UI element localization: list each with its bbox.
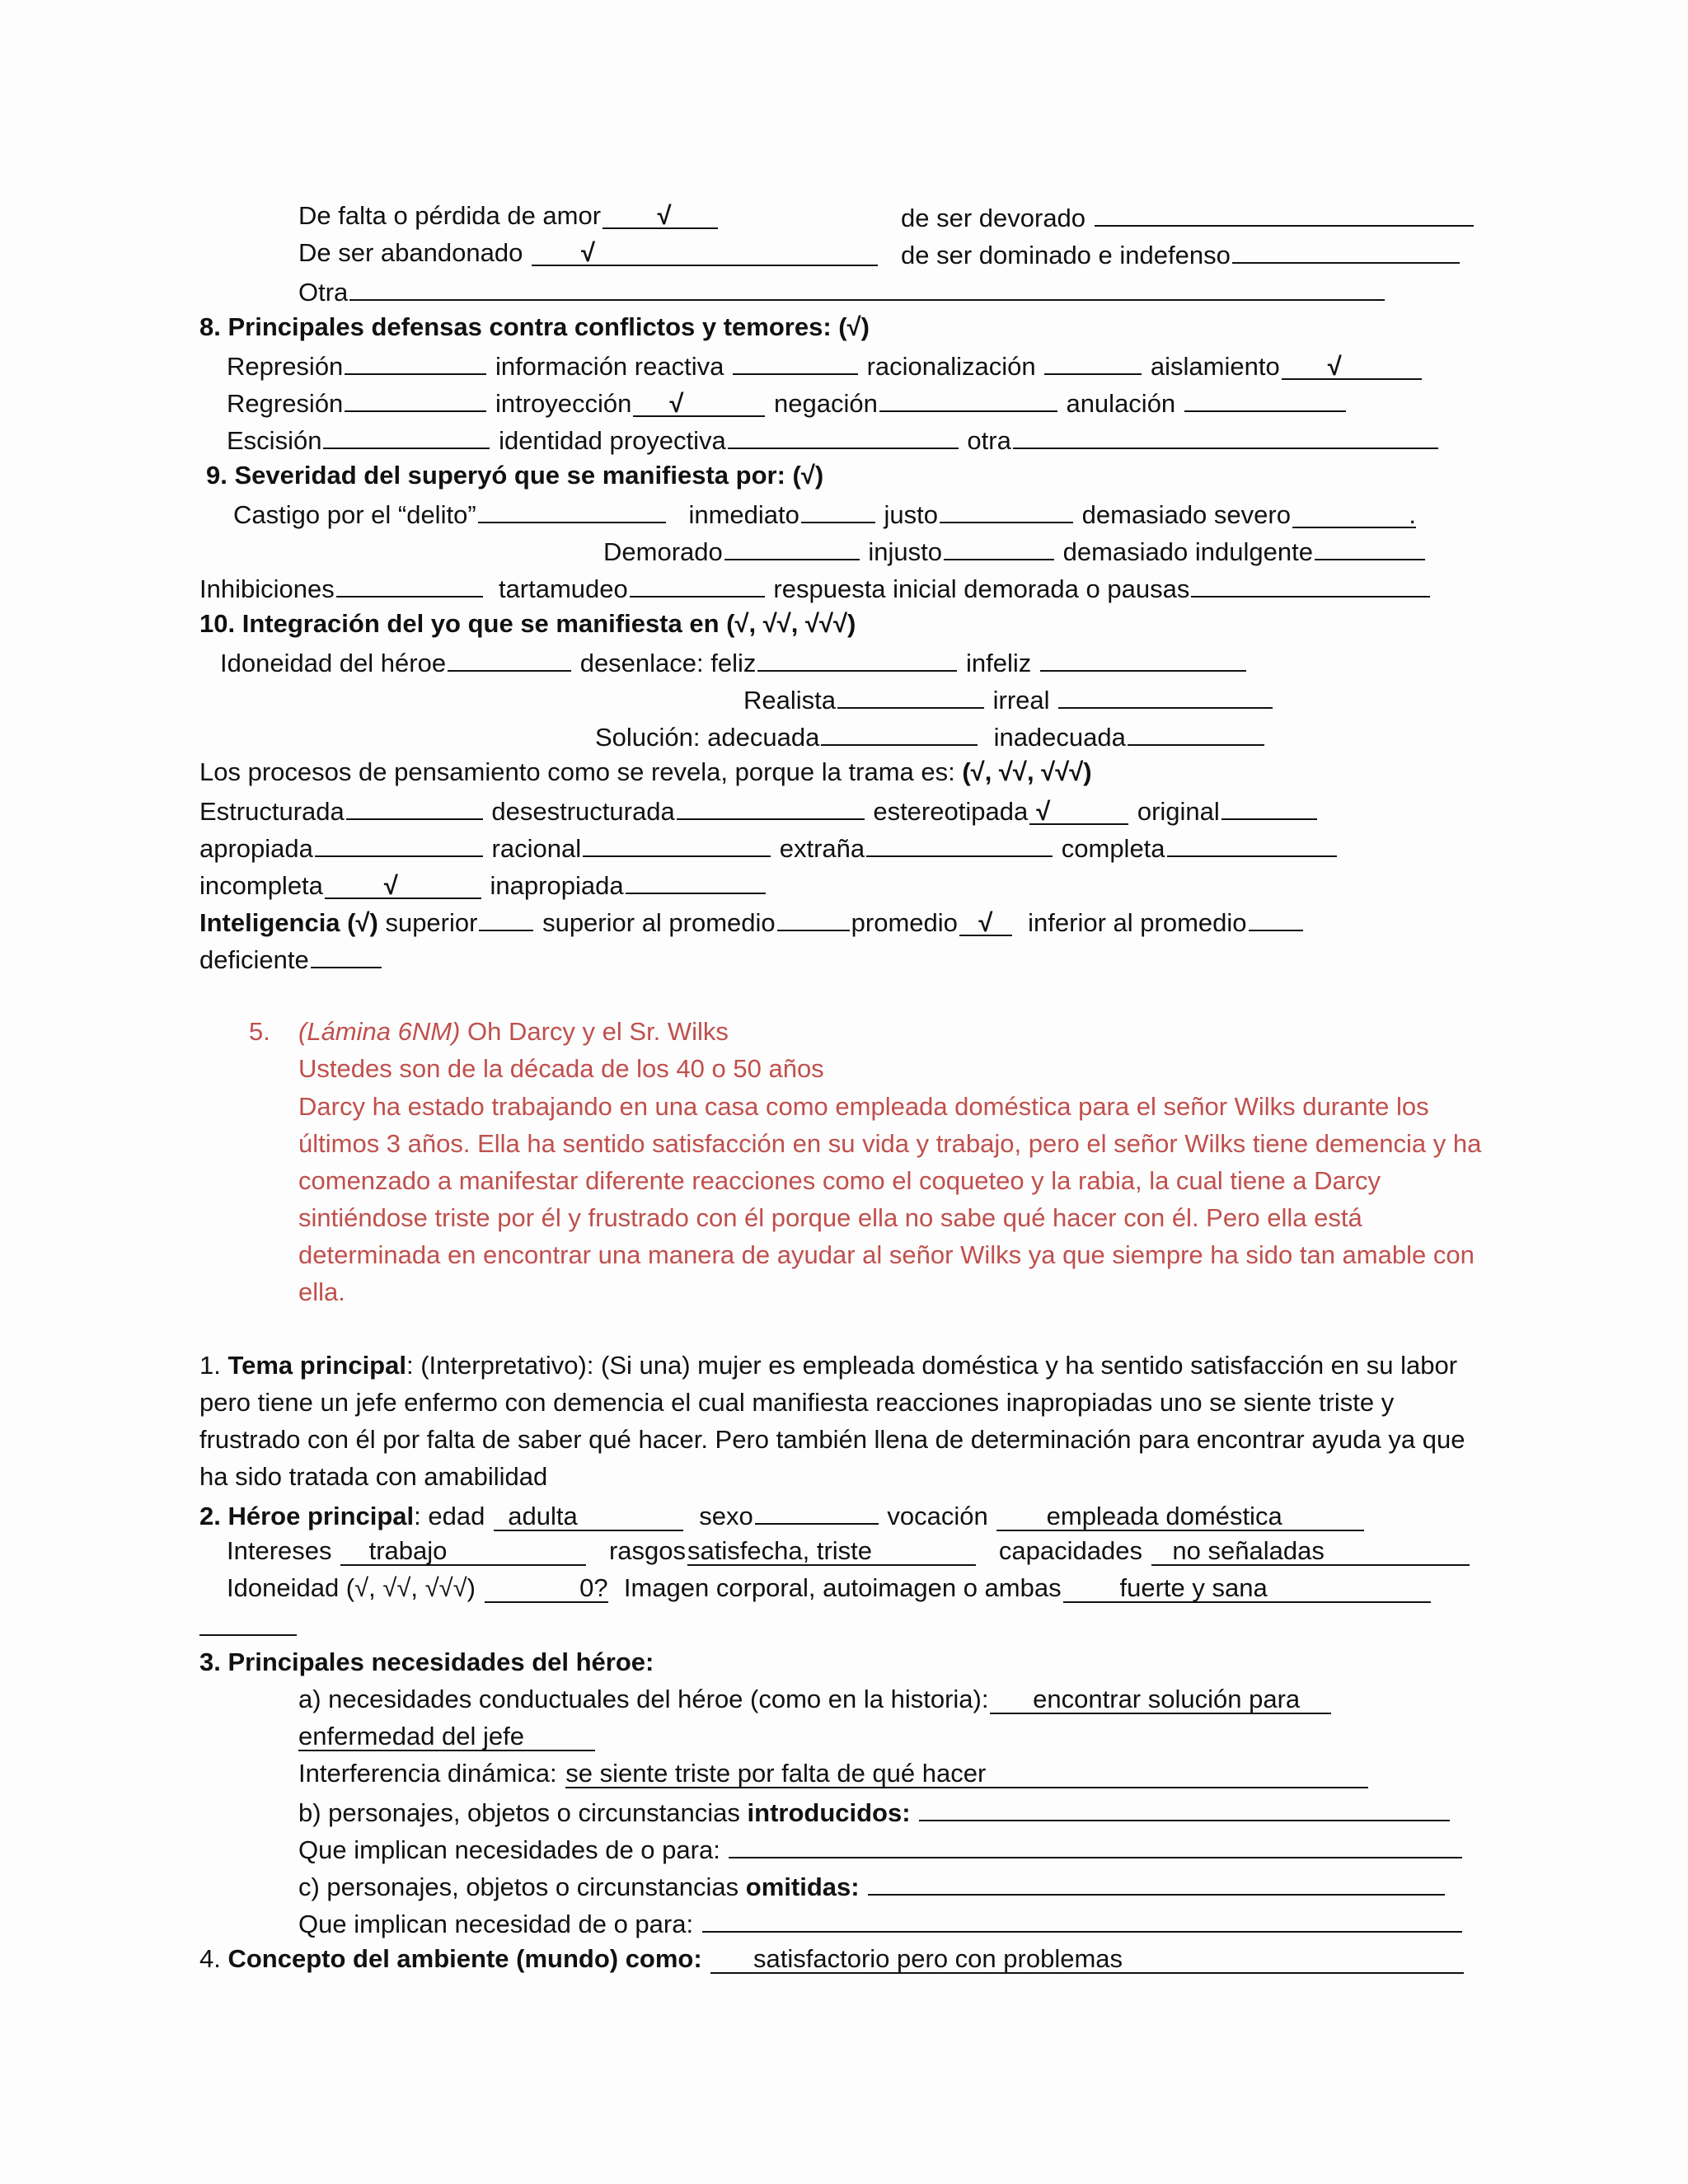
- q3-a-row-2: [298, 1720, 595, 1753]
- blank-line[interactable]: [801, 496, 875, 523]
- interference-field[interactable]: [565, 1760, 1368, 1788]
- q2-row-1: 2. Héroe principal: edad adulta sexo vocación empleada doméstica: [199, 1497, 1366, 1530]
- fear-label: Otra: [298, 278, 349, 307]
- blank-line[interactable]: [346, 793, 483, 820]
- option-label: respuesta inicial demorada o pausas: [773, 574, 1190, 603]
- blank-line[interactable]: [837, 682, 984, 709]
- option-label: demasiado severo: [1081, 500, 1291, 529]
- blank-line[interactable]: [345, 385, 486, 412]
- q1-label: Tema principal: [227, 1351, 406, 1380]
- field-label: c) personajes, objetos o circunstancias: [298, 1872, 746, 1901]
- blank-line[interactable]: [1058, 682, 1273, 709]
- option-label: irreal: [992, 686, 1050, 715]
- blank-line[interactable]: [757, 644, 957, 672]
- field-value: satisfecha, triste: [687, 1536, 873, 1565]
- scale-marks: (√, √√, √√√): [962, 757, 1092, 786]
- q4-label: Concepto del ambiente (mundo) como:: [227, 1944, 702, 1973]
- defenses-row-3: [227, 422, 1440, 455]
- blank-line[interactable]: [1249, 904, 1303, 931]
- option-label: incompleta: [199, 871, 323, 900]
- card-story: Darcy ha estado trabajando en una casa como empleada doméstica para el señor Wilks durante los últimos 3 años. Ella ha sentido satisfacción en su vida y trabajo, pero el señor Wilks tiene demencia y ha comenzado a manifestar diferente reacciones como el coqueteo y la rabia, la cual tiene a Darcy sintiéndose triste por él y frustrado con él porque ella no sabe qué hacer con él. Pero ella está determinada en encontrar una manera de ayudar al señor Wilks ya que siempre ha sido tan amable con ella.: [298, 1092, 1482, 1306]
- card-number: 5.: [249, 1017, 270, 1046]
- field-label: rasgos: [608, 1536, 687, 1565]
- q2-row-3: [227, 1572, 1432, 1605]
- field-label: : edad: [414, 1502, 485, 1530]
- blank-line[interactable]: [1095, 199, 1474, 227]
- section-10-title: 10. Integración del yo que se manifiesta en (√, √√, √√√): [199, 609, 856, 638]
- plot-row-2: [199, 830, 1339, 863]
- q3-b-row: [298, 1794, 1451, 1827]
- option-label: aislamiento: [1150, 352, 1280, 381]
- field-label: b) personajes, objetos o circunstancias: [298, 1798, 748, 1827]
- superego-row-3: [199, 570, 1432, 603]
- introduced-field[interactable]: [919, 1794, 1450, 1821]
- blank-line[interactable]: [479, 904, 533, 931]
- q4-row: [199, 1943, 1465, 1975]
- option-label: tartamudeo: [498, 574, 628, 603]
- body-image-field[interactable]: [1063, 1574, 1431, 1603]
- q3-interference-row: [298, 1757, 1370, 1790]
- field-value: fuerte y sana: [1119, 1573, 1268, 1602]
- card-title-text: Oh Darcy y el Sr. Wilks: [460, 1017, 729, 1046]
- option-label: identidad proyectiva: [499, 426, 726, 455]
- card-title: [298, 1015, 729, 1048]
- option-label: racional: [491, 834, 582, 863]
- field-label: Que implican necesidades de o para:: [298, 1835, 720, 1864]
- blank-line[interactable]: [1315, 533, 1425, 560]
- q2-label: Héroe principal: [227, 1502, 415, 1530]
- behavioral-needs-field-cont[interactable]: [298, 1722, 595, 1751]
- q3-a-row: [298, 1683, 1333, 1716]
- field-value: encontrar solución para: [1033, 1685, 1301, 1713]
- option-label: introyección: [495, 389, 632, 418]
- blank-line[interactable]: [1184, 385, 1346, 412]
- blank-line[interactable]: [1013, 422, 1438, 449]
- vocation-field[interactable]: [996, 1502, 1364, 1531]
- blank-line[interactable]: [345, 348, 486, 375]
- blank-line[interactable]: [630, 570, 765, 598]
- field-value: trabajo: [368, 1536, 448, 1565]
- thought-process-line: [199, 756, 1092, 789]
- sex-field[interactable]: [755, 1497, 879, 1525]
- question-text: Los procesos de pensamiento como se revela, porque la trama es:: [199, 757, 955, 786]
- card-plate: (Lámina 6NM): [298, 1017, 461, 1046]
- field-label: capacidades: [998, 1536, 1142, 1565]
- blank-line[interactable]: [1167, 830, 1337, 857]
- ego-row-2: [743, 682, 1274, 715]
- q3-c-row: [298, 1868, 1447, 1901]
- blank-line[interactable]: [349, 274, 1385, 301]
- field-label: Intereses: [227, 1536, 332, 1565]
- option-label: desenlace: feliz: [579, 649, 757, 677]
- option-label: completa: [1061, 834, 1165, 863]
- fear-row-1b: [901, 199, 1475, 232]
- blank-line[interactable]: [1191, 570, 1430, 598]
- option-label: deficiente: [199, 945, 309, 974]
- blank-line[interactable]: [733, 348, 858, 375]
- fear-row-3: [298, 274, 1386, 307]
- q3-b-que-row: [298, 1831, 1464, 1864]
- ego-row-3: [595, 719, 1266, 752]
- blank-line[interactable]: [315, 830, 483, 857]
- check-mark: √: [1327, 352, 1342, 381]
- blank-line[interactable]: [728, 422, 959, 449]
- q3-c-que-row: [298, 1905, 1464, 1938]
- option-label: Inhibiciones: [199, 574, 335, 603]
- blank-line[interactable]: [199, 1609, 297, 1636]
- blank-line[interactable]: [777, 904, 850, 931]
- age-field[interactable]: [494, 1502, 683, 1531]
- option-label: Realista: [743, 686, 836, 715]
- ego-row-1: [220, 644, 1248, 677]
- option-label: superior: [385, 908, 478, 937]
- option-label: otra: [967, 426, 1011, 455]
- field-label: Imagen corporal, autoimagen o ambas: [623, 1573, 1062, 1602]
- plot-row-3: [199, 867, 767, 900]
- blank-line[interactable]: [1044, 348, 1142, 375]
- check-mark: √: [383, 871, 398, 900]
- behavioral-needs-field[interactable]: [990, 1685, 1331, 1714]
- omitted-needs-field[interactable]: [702, 1905, 1462, 1933]
- environment-field[interactable]: [710, 1945, 1464, 1974]
- blank-line[interactable]: [821, 719, 978, 746]
- checkbox-blank[interactable]: [325, 872, 481, 899]
- blank-line[interactable]: [879, 385, 1057, 412]
- option-label: justo: [884, 500, 939, 529]
- check-mark: √: [669, 389, 684, 418]
- option-label: Regresión: [227, 389, 344, 418]
- field-label-bold: introducidos:: [747, 1798, 911, 1827]
- option-label: desestructurada: [491, 797, 675, 826]
- field-label: sexo: [699, 1502, 753, 1530]
- option-label: demasiado indulgente: [1062, 537, 1313, 566]
- superego-row-2: [603, 533, 1427, 566]
- field-value: satisfactorio pero con problemas: [753, 1944, 1123, 1973]
- option-label: extraña: [779, 834, 865, 863]
- intelligence-label: Inteligencia (√): [199, 908, 378, 937]
- check-mark: √: [1036, 797, 1051, 826]
- fear-label: de ser dominado e indefenso: [901, 241, 1231, 269]
- check-mark: √: [580, 238, 595, 267]
- option-label: anulación: [1066, 389, 1176, 418]
- option-label: inadecuada: [993, 723, 1126, 752]
- fear-label: De ser abandonado: [298, 238, 523, 267]
- field-label: vocación: [887, 1502, 988, 1530]
- checkbox-blank[interactable]: [1282, 353, 1422, 380]
- field-value: no señaladas: [1172, 1536, 1325, 1565]
- period: .: [1409, 500, 1416, 529]
- blank-line[interactable]: [1221, 793, 1317, 820]
- blank-line[interactable]: [1232, 237, 1460, 264]
- option-label: injusto: [868, 537, 942, 566]
- blank-line[interactable]: [724, 533, 860, 560]
- blank-line[interactable]: [583, 830, 771, 857]
- field-label: Que implican necesidad de o para:: [298, 1910, 694, 1938]
- q3-title: 3. Principales necesidades del héroe:: [199, 1647, 654, 1676]
- blank-line[interactable]: [1040, 644, 1246, 672]
- section-9-title: 9. Severidad del superyó que se manifiesta por: (√): [206, 461, 824, 490]
- option-label: Demorado: [603, 537, 723, 566]
- blank-line[interactable]: [940, 496, 1073, 523]
- option-label: negación: [773, 389, 878, 418]
- blank-line[interactable]: [478, 496, 666, 523]
- checkbox-blank[interactable]: [532, 239, 878, 266]
- intelligence-row: [199, 904, 1305, 937]
- q2-row-4: [199, 1609, 297, 1642]
- plot-row-1: [199, 793, 1319, 826]
- card-decade: Ustedes son de la década de los 40 o 50 años: [298, 1054, 824, 1083]
- option-label: Idoneidad del héroe: [220, 649, 447, 677]
- blank-line[interactable]: [626, 867, 766, 894]
- option-label: infeliz: [966, 649, 1032, 677]
- check-mark: √: [978, 908, 993, 937]
- fear-row-2: [298, 237, 879, 269]
- option-label: Castigo por el “delito”: [233, 500, 476, 529]
- defenses-row-2: [227, 385, 1348, 418]
- section-8-title: 8. Principales defensas contra conflictos y temores: (√): [199, 312, 870, 341]
- fear-row-1: [298, 199, 720, 232]
- option-label: racionalización: [866, 352, 1036, 381]
- field-value: adulta: [508, 1502, 578, 1530]
- checkbox-blank[interactable]: [633, 390, 765, 417]
- traits-field[interactable]: [687, 1537, 976, 1566]
- field-value: se siente triste por falta de qué hacer: [565, 1759, 987, 1788]
- field-value: empleada doméstica: [1046, 1502, 1282, 1530]
- checkbox-blank[interactable]: [1029, 798, 1128, 825]
- q1-main-theme: 1. Tema principal: (Interpretativo): (Si una) mujer es empleada doméstica y ha sentido satisfacción en su labor pero tiene un jefe enfermo con demencia el cual manifiesta reacciones inapropiadas uno se siente triste y frustrado con él por falta de saber qué hacer. Pero también llena de determinación para encontrar ayuda ya que ha sido tratada con amabilidad: [199, 1351, 1465, 1491]
- blank-line[interactable]: [944, 533, 1054, 560]
- option-label: inmediato: [688, 500, 799, 529]
- q2-number: 2: [199, 1502, 214, 1530]
- option-label: superior al promedio: [542, 908, 776, 937]
- option-label: Escisión: [227, 426, 322, 455]
- fear-label: de ser devorado: [901, 204, 1086, 232]
- checkbox-blank[interactable]: [603, 202, 718, 229]
- fear-row-2b: [901, 237, 1461, 269]
- abilities-field[interactable]: [1151, 1537, 1470, 1566]
- blank-line[interactable]: [677, 793, 865, 820]
- option-label: inapropiada: [490, 871, 624, 900]
- option-label: estereotipada: [873, 797, 1029, 826]
- option-label: Solución: adecuada: [595, 723, 820, 752]
- superego-row-1: [233, 496, 1418, 529]
- field-value: 0?: [579, 1573, 608, 1602]
- option-label: original: [1137, 797, 1220, 826]
- field-label-bold: omitidas:: [745, 1872, 860, 1901]
- interests-field[interactable]: [340, 1537, 586, 1566]
- introduced-needs-field[interactable]: [729, 1831, 1462, 1858]
- fear-label: De falta o pérdida de amor: [298, 201, 602, 230]
- check-mark: √: [657, 201, 672, 230]
- field-label: Interferencia dinámica:: [298, 1759, 557, 1788]
- blank-line[interactable]: [866, 830, 1053, 857]
- blank-line[interactable]: [311, 941, 382, 968]
- checkbox-blank[interactable]: [959, 909, 1012, 936]
- q4-number: 4.: [199, 1944, 228, 1973]
- q1-number: 1: [199, 1351, 214, 1380]
- option-label: apropiada: [199, 834, 313, 863]
- field-label: Idoneidad (√, √√, √√√): [227, 1573, 476, 1602]
- adequacy-field[interactable]: [485, 1574, 608, 1603]
- intelligence-row-2: [199, 941, 383, 974]
- blank-line[interactable]: [323, 422, 490, 449]
- option-label: Represión: [227, 352, 344, 381]
- option-label: Estructurada: [199, 797, 345, 826]
- q2-row-2: [227, 1535, 1471, 1568]
- field-value: enfermedad del jefe: [298, 1722, 525, 1750]
- option-label: información reactiva: [495, 352, 724, 381]
- blank-line[interactable]: [336, 570, 483, 598]
- field-label: a) necesidades conductuales del héroe (como en la historia):: [298, 1685, 989, 1713]
- defenses-row-1: [227, 348, 1423, 381]
- blank-line[interactable]: [1128, 719, 1264, 746]
- blank-line[interactable]: [448, 644, 571, 672]
- omitted-field[interactable]: [868, 1868, 1445, 1896]
- q1-text: : (Interpretativo): (Si una) mujer es empleada doméstica y ha sentido satisfacción en su labor pero tiene un jefe enfermo con demencia el cual manifiesta reacciones inapropiadas uno se siente triste y frustrado con él por falta de saber qué hacer. Pero también llena de determinación para encontrar ayuda ya que ha sido tratada con amabilidad: [199, 1351, 1465, 1491]
- option-label: promedio: [851, 908, 958, 937]
- blank-line[interactable]: [1292, 501, 1416, 528]
- option-label: inferior al promedio: [1028, 908, 1247, 937]
